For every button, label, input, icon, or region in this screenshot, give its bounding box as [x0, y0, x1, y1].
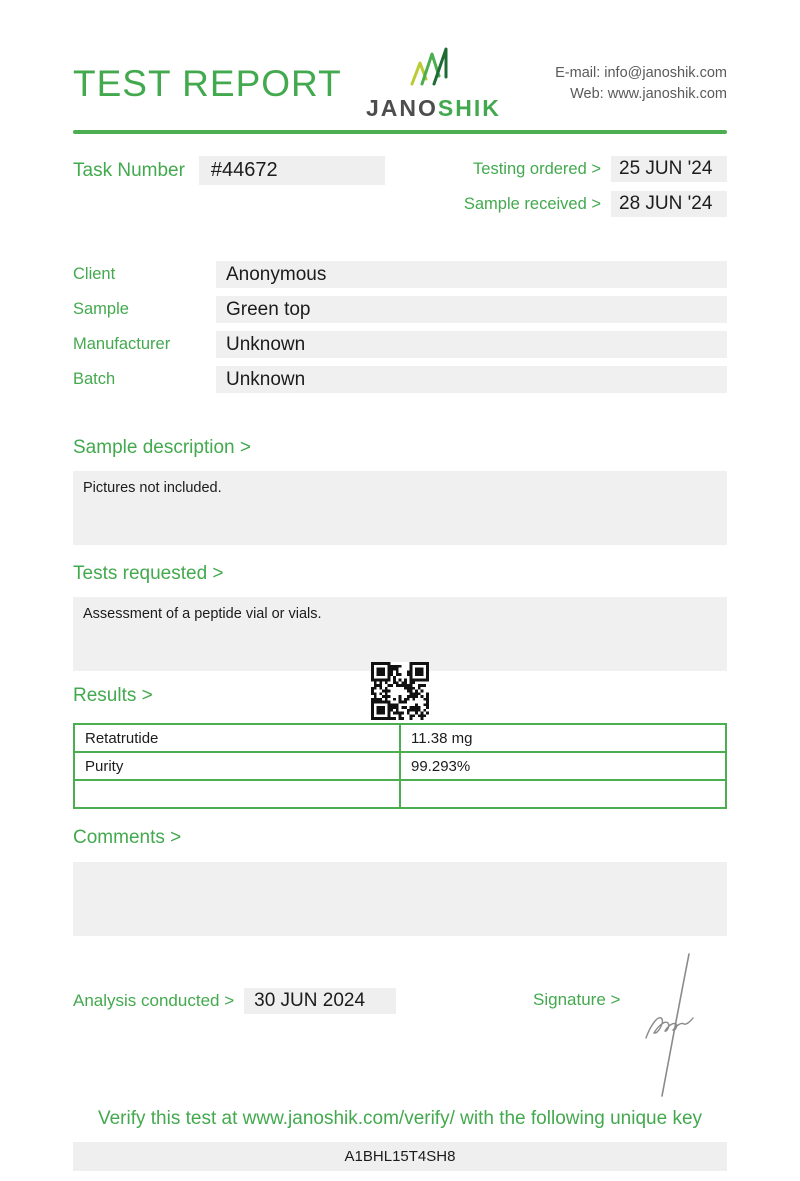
verify-instruction: Verify this test at www.janoshik.com/verify/ with the following unique key [97, 1108, 703, 1129]
result-value: 11.38 mg [400, 724, 726, 752]
table-row [74, 780, 726, 808]
testing-ordered-row [464, 156, 727, 182]
contact-email: E-mail: info@janoshik.com [555, 64, 727, 81]
info-row-manufacturer [73, 331, 727, 358]
comments-box [73, 862, 727, 936]
comments-section [73, 827, 727, 936]
header-divider [73, 130, 727, 134]
tests-requested-heading: Tests requested > [73, 563, 224, 584]
logo-wordmark [366, 95, 501, 122]
sample-value: Green top [216, 296, 727, 323]
tests-requested-section [73, 563, 727, 671]
sample-description-heading: Sample description > [73, 437, 251, 458]
manufacturer-value: Unknown [216, 331, 727, 358]
result-value: 99.293% [400, 752, 726, 780]
info-row-sample [73, 296, 727, 323]
page-title: TEST REPORT [73, 63, 342, 104]
janoshik-logo [366, 46, 501, 122]
analysis-conducted [73, 988, 727, 1014]
sample-description-section [73, 437, 727, 545]
sample-info-section [73, 261, 727, 393]
result-value [400, 780, 726, 808]
results-heading: Results > [73, 685, 153, 706]
signature-label-wrap [533, 990, 620, 1010]
unique-key: A1BHL15T4SH8 [73, 1142, 727, 1171]
signature-label: Signature > [533, 990, 621, 1009]
sample-received-value: 28 JUN '24 [611, 191, 727, 217]
batch-value: Unknown [216, 366, 727, 393]
contact-web: Web: www.janoshik.com [570, 86, 727, 102]
client-label: Client [73, 265, 116, 283]
info-row-client [73, 261, 727, 288]
results-table [73, 723, 727, 809]
sample-received-label: Sample received > [463, 194, 601, 213]
table-row [74, 752, 726, 780]
testing-ordered-label: Testing ordered > [473, 159, 601, 178]
analysis-signature-row [73, 988, 727, 1020]
task-number-value: #44672 [199, 156, 385, 185]
analysis-conducted-label: Analysis conducted > [73, 991, 235, 1010]
signature-image [639, 950, 699, 1100]
result-name [74, 780, 400, 808]
sample-received-row [464, 191, 727, 217]
table-row [74, 724, 726, 752]
results-section [73, 685, 727, 809]
logo-text-green: SHIK [437, 95, 501, 121]
task-section [73, 156, 727, 217]
task-number-label: Task Number [73, 159, 185, 181]
sample-label: Sample [73, 300, 129, 318]
sample-description-box: Pictures not included. [73, 471, 727, 545]
qr-code [371, 662, 429, 720]
analysis-conducted-value: 30 JUN 2024 [244, 988, 396, 1014]
result-name: Retatrutide [74, 724, 400, 752]
client-value: Anonymous [216, 261, 727, 288]
testing-ordered-value: 25 JUN '24 [611, 156, 727, 182]
comments-heading: Comments > [73, 827, 182, 848]
contact-info [555, 63, 727, 105]
batch-label: Batch [73, 370, 116, 388]
manufacturer-label: Manufacturer [73, 335, 171, 353]
info-row-batch [73, 366, 727, 393]
header [73, 0, 727, 128]
result-name: Purity [74, 752, 400, 780]
logo-text-dark: JANO [365, 95, 438, 121]
chart-peaks-icon [407, 46, 459, 93]
tests-requested-box: Assessment of a peptide vial or vials. [73, 597, 727, 671]
